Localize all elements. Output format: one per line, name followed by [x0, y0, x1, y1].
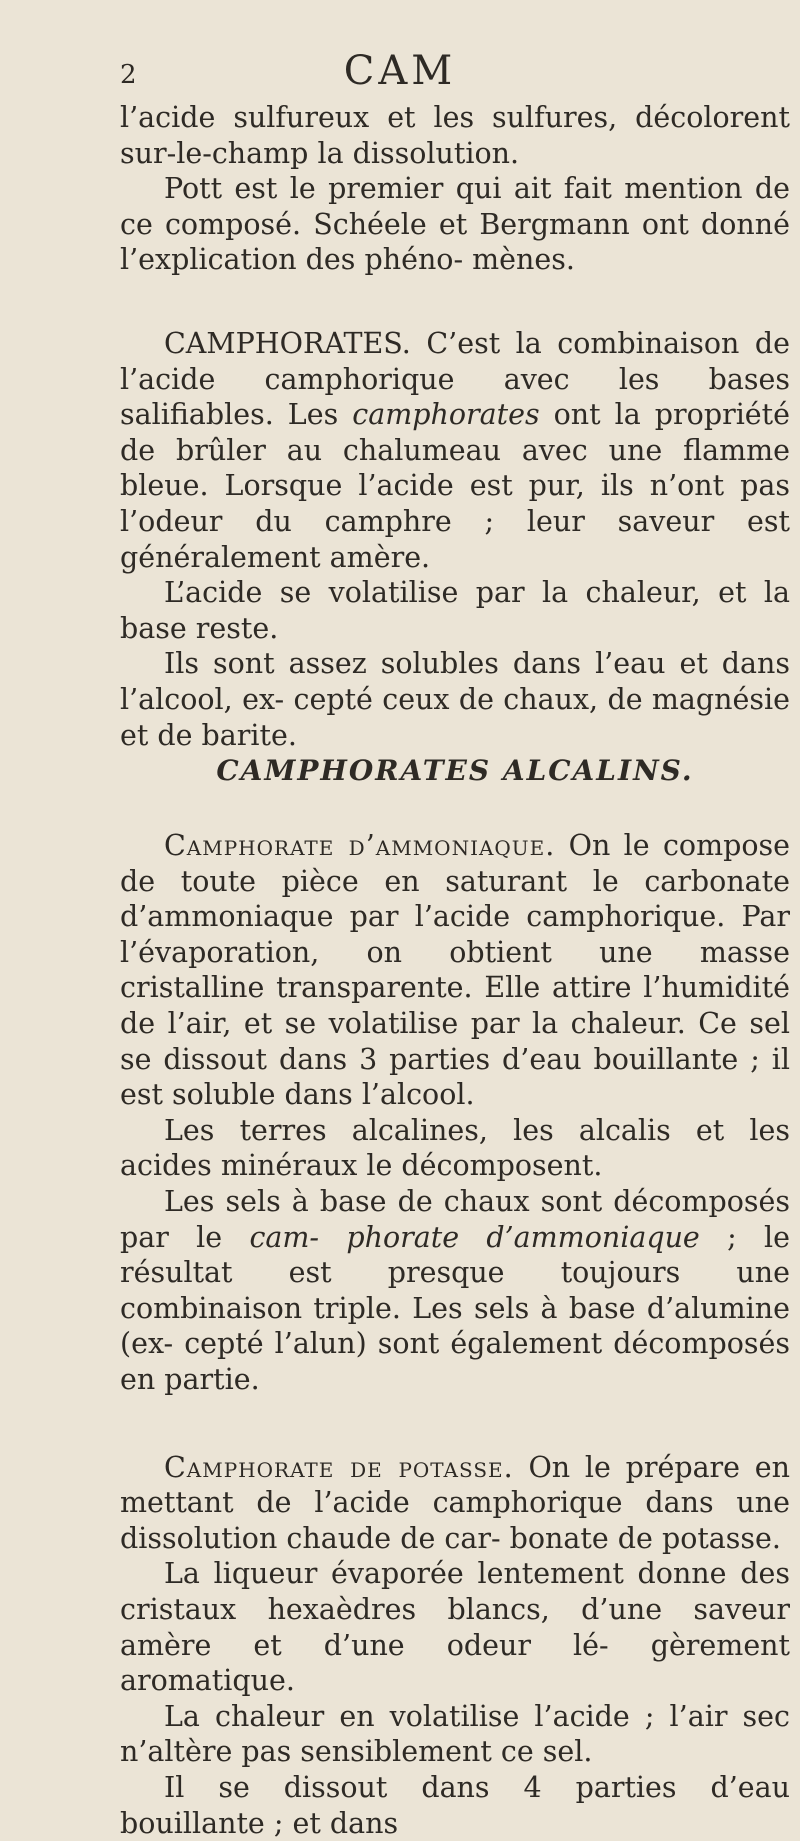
- running-head: CAM: [343, 48, 457, 94]
- page-body: [120, 100, 790, 1841]
- paragraph: Ils sont assez solubles dans l’eau et dans l’alcool, ex- cepté ceux de chaux, de magnésie et de barite.: [120, 647, 790, 752]
- paragraph: La chaleur en volatilise l’acide ; l’air sec n’altère pas sensiblement ce sel.: [120, 1699, 790, 1769]
- page-header: [0, 48, 800, 98]
- entry-term: Camphorate de potasse.: [164, 1450, 514, 1484]
- section-heading: CAMPHORATES ALCALINS.: [216, 754, 694, 788]
- entry-text: ; le résultat est presque toujours une combinaison triple. Les sels à base d’alumine (ex- cepté l’alun) sont également décomposés en partie.: [120, 1220, 790, 1396]
- italic-term: camphorates: [352, 398, 540, 432]
- italic-term: cam- phorate d’ammoniaque: [249, 1220, 700, 1254]
- paragraph: L’acide se volatilise par la chaleur, et la base reste.: [120, 576, 790, 645]
- entry-text: On le compose de toute pièce en saturant le carbonate d’ammoniaque par l’acide camphorique. Par l’évaporation, on obtient une masse cristalline transparente. Elle attire l’humidité de l’air, et se volatilise par la chaleur. Ce sel se dissout dans 3 parties d’eau bouillante ; il est soluble dans l’alcool.: [120, 829, 790, 1112]
- paragraph: l’acide sulfureux et les sulfures, décolorent sur-le-champ la dissolution.: [120, 101, 790, 170]
- paragraph: Pott est le premier qui ait fait mention de ce composé. Schéele et Bergmann ont donné l’explication des phéno- mènes.: [120, 172, 790, 277]
- entry-text: Les sels à base de chaux sont décomposés par le: [120, 1185, 790, 1254]
- entry-text: On le prépare en mettant de l’acide camphorique dans une dissolution chaude de car- bonate de potasse.: [120, 1450, 790, 1555]
- paragraph: [120, 1184, 790, 1398]
- paragraph: Il se dissout dans 4 parties d’eau bouillante ; et dans: [120, 1770, 790, 1840]
- entry-text: C’est la combinaison de l’acide camphorique avec les bases salifiables. Les: [120, 326, 790, 432]
- paragraph-camphorate-potasse: [120, 1450, 790, 1557]
- paragraph-camphorates: [120, 326, 790, 575]
- page-number: 2: [120, 60, 137, 90]
- entry-text: ont la propriété de brûler au chalumeau avec une flamme bleue. Lorsque l’acide est pur, ils n’ont pas l’odeur du camphre ; leur saveur est généralement amère.: [120, 398, 790, 574]
- entry-term: Camphorate d’ammoniaque.: [164, 829, 556, 863]
- paragraph: La liqueur évaporée lentement donne des cristaux hexaèdres blancs, d’une saveur amère et d’une odeur lé- gèrement aromatique.: [120, 1557, 790, 1698]
- paragraph: Les terres alcalines, les alcalis et les acides minéraux le décomposent.: [120, 1113, 790, 1183]
- entry-term: CAMPHORATES.: [164, 326, 411, 360]
- paragraph-camphorate-ammoniaque: [120, 828, 790, 1113]
